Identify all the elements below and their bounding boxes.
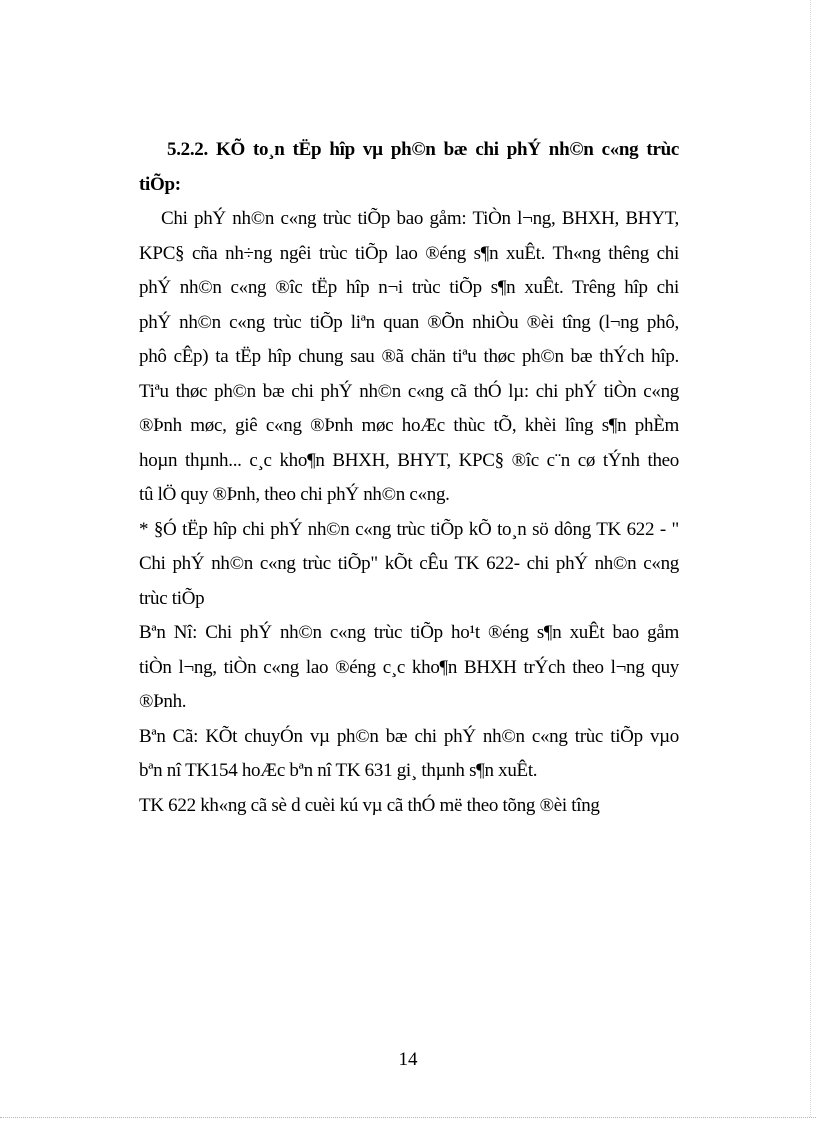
section-heading-line-1: 5.2.2. KÕ to¸n tËp hîp vµ ph©n bæ chi phÝ nh©n c«ng trùc: [167, 139, 679, 160]
paragraph-line: KPC§ cña nh÷ng ngêi trùc tiÕp lao ®éng s¶n xuÊt. Th«ng thêng chi: [139, 242, 679, 264]
page-content: [139, 133, 679, 823]
paragraph-line: trùc tiÕp: [139, 587, 205, 609]
paragraph-line: ®Þnh møc, giê c«ng ®Þnh møc hoÆc thùc tÕ, khèi lîng s¶n phÈm: [139, 415, 679, 436]
section-heading-line-2: tiÕp:: [139, 173, 181, 195]
page-number: 14: [398, 1049, 418, 1070]
paragraph-line: Bªn Nî: Chi phÝ nh©n c«ng trùc tiÕp ho¹t ®éng s¶n xuÊt bao gåm: [139, 622, 679, 643]
paragraph-line: Bªn Cã: KÕt chuyÓn vµ ph©n bæ chi phÝ nh©n c«ng trùc tiÕp vµo: [139, 725, 679, 747]
page-right-border: [810, 0, 811, 1117]
paragraph-line: bªn nî TK154 hoÆc bªn nî TK 631 gi¸ thµnh s¶n xuÊt.: [139, 760, 538, 781]
paragraph-line: phÝ nh©n c«ng trùc tiÕp liªn quan ®Õn nhiÒu ®èi tîng (l¬ng phô,: [139, 311, 679, 333]
paragraph-line: Tiªu thøc ph©n bæ chi phÝ nh©n c«ng cã thÓ lµ: chi phÝ tiÒn c«ng: [139, 380, 679, 402]
paragraph-line: * §Ó tËp hîp chi phÝ nh©n c«ng trùc tiÕp kÕ to¸n sö dông TK 622 - ": [139, 518, 679, 540]
paragraph-line: tû lÖ quy ®Þnh, theo chi phÝ nh©n c«ng.: [139, 484, 450, 505]
paragraph-line: TK 622 kh«ng cã sè d cuèi kú vµ cã thÓ më theo tõng ®èi tîng: [139, 794, 600, 816]
paragraph-line: phô cÊp) ta tËp hîp chung sau ®ã chän tiªu thøc ph©n bæ thÝch hîp.: [139, 346, 679, 367]
paragraph-line: Chi phÝ nh©n c«ng trùc tiÕp bao gåm: TiÒn l¬ng, BHXH, BHYT,: [161, 208, 679, 229]
paragraph-line: tiÒn l¬ng, tiÒn c«ng lao ®éng c¸c kho¶n BHXH trÝch theo l¬ng quy: [139, 656, 679, 678]
paragraph-line: ®Þnh.: [139, 691, 187, 712]
paragraph-line: Chi phÝ nh©n c«ng trùc tiÕp" kÕt cÊu TK 622- chi phÝ nh©n c«ng: [139, 553, 679, 574]
paragraph-line: phÝ nh©n c«ng ®îc tËp hîp n¬i trùc tiÕp s¶n xuÊt. Trêng hîp chi: [139, 277, 679, 298]
paragraph-line: hoµn thµnh... c¸c kho¶n BHXH, BHYT, KPC§ ®îc c¨n cø tÝnh theo: [139, 449, 679, 471]
page-bottom-border: [0, 1117, 816, 1118]
